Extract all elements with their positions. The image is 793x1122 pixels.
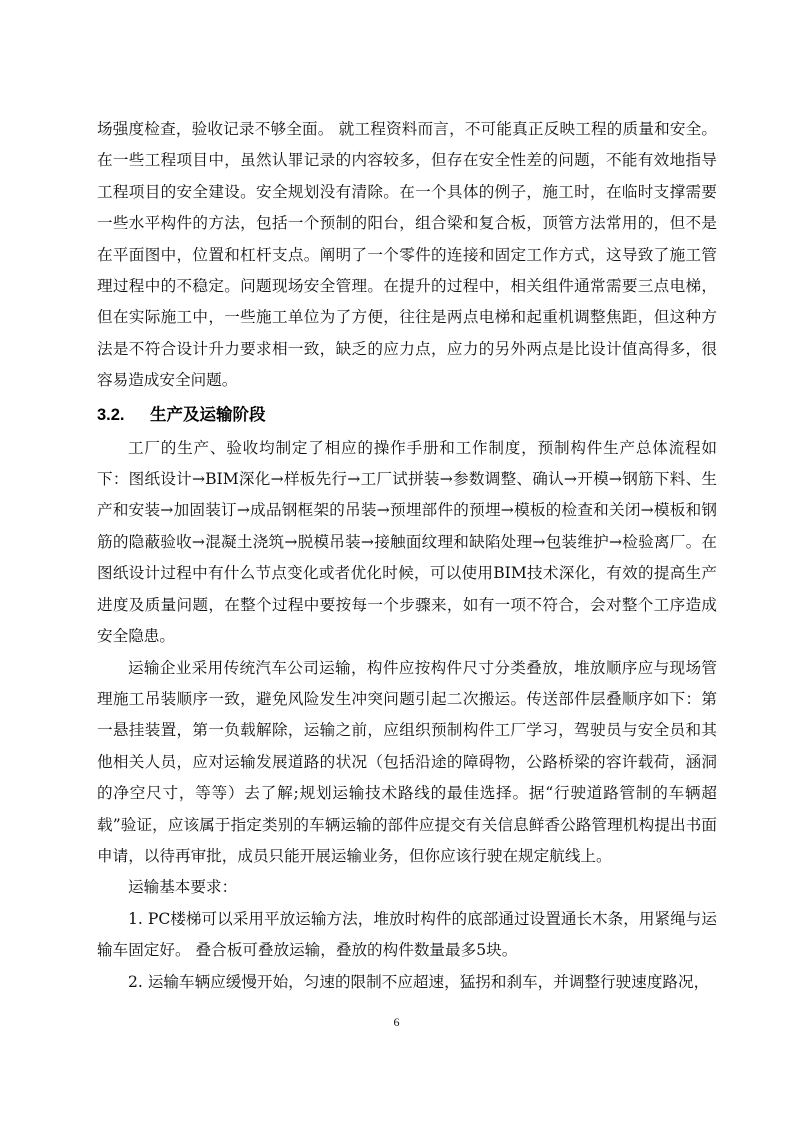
paragraph-transport: 运输企业采用传统汽车公司运输，构件应按构件尺寸分类叠放，堆放顺序应与现场管理施工吊装顺序一致，避免风险发生冲突问题引起二次搬运。传送部件层叠顺序如下：第一悬挂装置，第一负载解除，运输之前，应组织预制构件工厂学习，驾驶员与安全员和其他相关人员，应对运输发展道路的状况（包括沿途的障碍物，公路桥梁的容许载荷，涵洞的净空尺寸，等等）去了解;规划运输技术路线的最佳选择。据“行驶道路管制的车辆超载”验证，应该属于指定类别的车辆运输的部件应提交有关信息鲜香公路管理机构提出书面申请，以待再审批，成员只能开展运输业务，但你应该行驶在规定航线上。 <box>97 658 717 865</box>
list-item-requirement-2: 2. 运输车辆应缓慢开始，匀速的限制不应超速，猛拐和刹车，并调整行驶速度路况， <box>128 972 710 991</box>
paragraph-transport-requirements-heading: 运输基本要求： <box>128 878 238 897</box>
section-title: 生产及运输阶段 <box>150 405 266 424</box>
section-number: 3.2. <box>97 405 125 424</box>
page-number: 6 <box>393 1015 400 1029</box>
paragraph-safety-management: 场强度检查，验收记录不够全面。 就工程资料而言，不可能真正反映工程的质量和安全。在一些工程项目中，虽然认罪记录的内容较多，但存在安全性差的问题，不能有效地指导工程项目的安全建设。安全规划没有清除。在一个具体的例子，施工时，在临时支撑需要一些水平构件的方法，包括一个预制的阳台，组合梁和复合板，顶管方法常用的，但不是在平面图中，位置和杠杆支点。阐明了一个零件的连接和固定工作方式，这导致了施工管理过程中的不稳定。问题现场安全管理。在提升的过程中，相关组件通常需要三点电梯，但在实际施工中，一些施工单位为了方便，往往是两点电梯和起重机调整焦距，但这种方法是不符合设计升力要求相一致，缺乏的应力点，应力的另外两点是比设计值高得多，很容易造成安全问题。 <box>97 120 717 390</box>
list-item-requirement-1: 1. PC楼梯可以采用平放运输方法，堆放时构件的底部通过设置通长木条，用紧绳与运输车固定好。 叠合板可叠放运输，叠放的构件数量最多5块。 <box>97 909 717 960</box>
paragraph-production-flow: 工厂的生产、验收均制定了相应的操作手册和工作制度，预制构件生产总体流程如下：图纸设计→BIM深化→样板先行→工厂试拼装→参数调整、确认→开模→钢筋下料、生产和安装→加固装订→成品钢框架的吊装→预埋部件的预埋→模板的检查和关闭→模板和钢筋的隐蔽验收→混凝土浇筑→脱模吊装→接触面纹理和缺陷处理→包装维护→检验离厂。在图纸设计过程中有什么节点变化或者优化时候，可以使用BIM技术深化，有效的提高生产进度及质量问题，在整个过程中要按每一个步骤来，如有一项不符合，会对整个工序造成安全隐患。 <box>97 438 717 646</box>
page-body <box>97 114 717 998</box>
section-heading <box>97 397 717 433</box>
